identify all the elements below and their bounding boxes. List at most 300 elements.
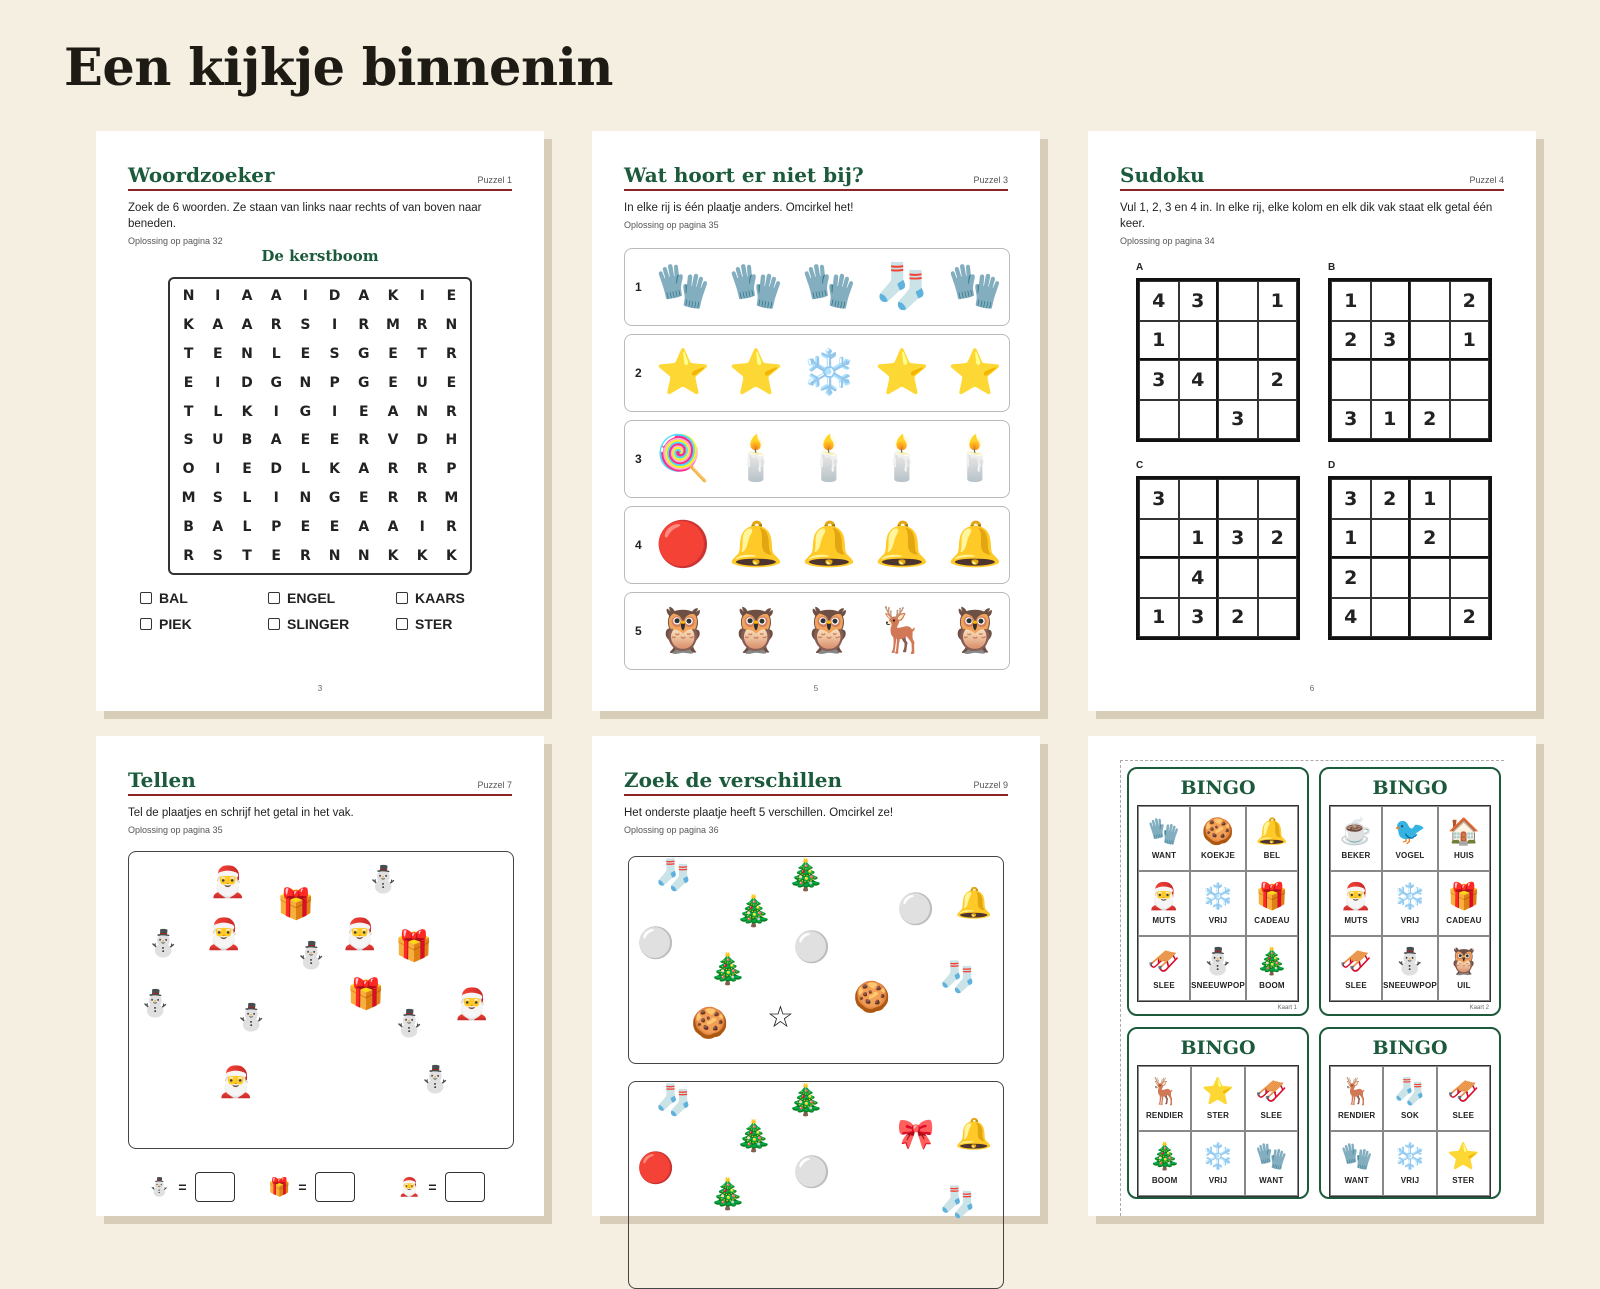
sudoku-cell <box>1258 558 1298 598</box>
bingo-cell <box>1383 1131 1436 1196</box>
equals-sign: = <box>178 1179 187 1195</box>
sudoku-cell <box>1410 281 1450 321</box>
gingerbread-icon: 🍪 <box>691 1007 729 1040</box>
grid-letter: L <box>242 489 252 506</box>
puzzle-number: Puzzel 1 <box>477 175 512 185</box>
picture-icon: 🧤 <box>801 262 857 311</box>
bingo-cell <box>1138 806 1190 871</box>
sudoku-grid <box>1328 476 1492 640</box>
sudoku-cell <box>1258 598 1298 638</box>
grid-letter: G <box>358 345 370 362</box>
ornament-icon: 🔴 <box>637 1152 675 1185</box>
odd-one-out-page <box>592 131 1040 711</box>
bingo-icon: 🦌 <box>1340 1076 1373 1106</box>
puzzle-number: Puzzel 3 <box>973 175 1008 185</box>
grid-letter: N <box>445 317 458 334</box>
instruction <box>128 805 512 838</box>
picture-icon: ⭐ <box>874 348 930 397</box>
solution-reference: Oplossing op pagina 32 <box>128 236 223 246</box>
snowman-icon: ⛄ <box>147 928 180 958</box>
bingo-icon: 🧦 <box>1393 1076 1427 1106</box>
bingo-cell <box>1382 936 1438 1001</box>
count-answer <box>148 1172 235 1202</box>
instruction <box>624 200 1008 233</box>
sudoku-cell <box>1371 598 1411 638</box>
grid-letter: B <box>241 432 253 449</box>
sudoku-cell <box>1218 558 1258 598</box>
sudoku-cell <box>1139 400 1179 440</box>
bingo-icon: ⛄ <box>1201 946 1235 976</box>
sudoku-cell <box>1410 558 1450 598</box>
picture-icon: 🕯️ <box>947 434 1003 483</box>
sudoku-cell: 3 <box>1139 360 1179 400</box>
grid-letter: I <box>331 403 338 420</box>
sudoku-cell <box>1139 558 1179 598</box>
row-number: 5 <box>635 624 642 638</box>
grid-letter: K <box>183 317 195 334</box>
bingo-icon: ☕ <box>1339 816 1373 846</box>
sudoku-cell: 4 <box>1179 360 1219 400</box>
grid-letter: K <box>387 547 399 564</box>
grid-letter: D <box>328 288 341 305</box>
sudoku-cell <box>1410 360 1450 400</box>
bingo-cell <box>1245 1066 1298 1131</box>
bingo-cell <box>1438 871 1490 936</box>
page-title: Zoek de verschillen <box>624 768 843 792</box>
grid-letter: K <box>241 403 253 420</box>
snowman-icon: ⛄ <box>393 1008 426 1038</box>
tree-icon: 🎄 <box>787 859 825 892</box>
sudoku-cell <box>1371 519 1411 559</box>
bingo-cell <box>1437 1066 1490 1131</box>
row-number: 1 <box>635 280 642 294</box>
bingo-icon: 🎄 <box>1255 946 1289 976</box>
picture-icon: 🍭 <box>655 434 711 483</box>
solution-reference: Oplossing op pagina 34 <box>1120 236 1215 246</box>
grid-letter: G <box>299 403 312 420</box>
count-answer <box>398 1172 485 1202</box>
grid-letter: E <box>300 518 311 535</box>
sudoku-cell: 2 <box>1331 558 1371 598</box>
grid-letter: R <box>416 461 428 478</box>
picture-row <box>624 420 1010 498</box>
grid-letter: E <box>329 432 340 449</box>
word-item: ENGEL <box>268 590 396 606</box>
sudoku-cell: 1 <box>1331 281 1371 321</box>
bingo-word: SLEE <box>1153 981 1175 990</box>
bingo-cell <box>1190 806 1246 871</box>
bingo-icon: 🎁 <box>1447 881 1481 911</box>
word-search-subtitle: De kerstboom <box>261 247 379 265</box>
sudoku-cell: 1 <box>1139 598 1179 638</box>
sudoku-cell <box>1218 360 1258 400</box>
page-title-bar <box>128 766 512 796</box>
solution-reference: Oplossing op pagina 36 <box>624 825 719 835</box>
difference-picture-bottom <box>628 1081 1004 1289</box>
sudoku-cell <box>1450 360 1490 400</box>
bingo-card <box>1319 767 1501 1016</box>
sudoku-cell: 1 <box>1331 519 1371 559</box>
picture-icon: 🕯️ <box>728 434 784 483</box>
sudoku-cell: 3 <box>1179 281 1219 321</box>
row-items <box>653 257 1005 317</box>
grid-letter: E <box>300 432 311 449</box>
bingo-cell <box>1330 1131 1383 1196</box>
bingo-cell <box>1382 806 1438 871</box>
bingo-title: BINGO <box>1180 777 1256 799</box>
bingo-word: VOGEL <box>1395 851 1425 860</box>
grid-letter: L <box>242 518 252 535</box>
grid-letter: S <box>183 432 194 449</box>
grid-letter: K <box>416 547 428 564</box>
gift-icon: 🎁 <box>268 1176 291 1197</box>
sudoku-cell: 2 <box>1410 519 1450 559</box>
tree-icon: 🎄 <box>735 895 773 928</box>
wreath-icon: 🎀 <box>897 1118 935 1151</box>
page-title-bar <box>624 161 1008 191</box>
sudoku-cell: 2 <box>1371 479 1411 519</box>
word-search-page <box>96 131 544 711</box>
grid-letter: R <box>358 432 370 449</box>
sudoku-cell <box>1179 479 1219 519</box>
picture-icon: 🧤 <box>655 262 711 311</box>
picture-icon: 🦉 <box>801 606 857 655</box>
grid-letter: U <box>416 374 428 391</box>
grid-letter: R <box>446 403 457 420</box>
word-item: STER <box>396 616 496 632</box>
grid-letter: H <box>445 432 458 449</box>
grid-letter: S <box>329 345 340 362</box>
page-title-bar <box>128 161 512 191</box>
grid-letter: N <box>182 288 195 305</box>
bingo-icon: 🧤 <box>1255 1141 1288 1171</box>
grid-letter: N <box>299 489 312 506</box>
bingo-word: SOK <box>1401 1111 1419 1120</box>
ornament-icon: ⚪ <box>793 931 831 964</box>
sudoku-label: D <box>1328 460 1336 471</box>
grid-letter: P <box>271 518 282 535</box>
instruction-text: Zoek de 6 woorden. Ze staan van links naar rechts of van boven naar beneden. <box>128 202 482 230</box>
page-headline: Een kijkje binnenin <box>64 38 613 98</box>
sudoku-cell: 1 <box>1179 519 1219 559</box>
page-title: Woordzoeker <box>128 163 275 187</box>
sudoku-cell <box>1218 321 1258 361</box>
bingo-cell <box>1191 1131 1244 1196</box>
sudoku-cell <box>1371 281 1411 321</box>
bingo-word: BEL <box>1263 851 1281 860</box>
bingo-icon: 🍪 <box>1201 816 1235 846</box>
row-items <box>653 343 1005 403</box>
sudoku-cell: 3 <box>1139 479 1179 519</box>
bingo-word: WANT <box>1344 1176 1369 1185</box>
bingo-icon: 🔔 <box>1255 816 1289 846</box>
bingo-icon: 🦌 <box>1148 1076 1181 1106</box>
bingo-word: BOOM <box>1259 981 1285 990</box>
sudoku-cell: 2 <box>1331 321 1371 361</box>
bingo-grid <box>1137 1065 1299 1197</box>
hat-icon: 🎅 <box>453 988 491 1021</box>
grid-letter: N <box>241 345 253 362</box>
grid-letter: R <box>446 345 457 362</box>
bingo-word: BEKER <box>1341 851 1371 860</box>
bingo-word: VRIJ <box>1208 916 1228 925</box>
picture-icon: 🦉 <box>655 606 711 655</box>
bingo-word: KOEKJE <box>1200 851 1236 860</box>
page-number: 6 <box>1309 684 1315 693</box>
grid-letter: A <box>358 518 370 535</box>
bingo-cell <box>1438 806 1490 871</box>
ornament-icon: ⚪ <box>793 1156 831 1189</box>
bingo-page <box>1088 736 1536 1216</box>
grid-letter: P <box>329 374 340 391</box>
sudoku-cell: 2 <box>1450 281 1490 321</box>
bingo-word: SLEE <box>1345 981 1367 990</box>
grid-letter: S <box>300 317 311 334</box>
bingo-word: SLEE <box>1452 1111 1475 1120</box>
answer-box <box>315 1172 355 1202</box>
gift-icon: 🎁 <box>277 888 315 921</box>
grid-letter: A <box>212 317 224 334</box>
bingo-icon: ❄️ <box>1393 1141 1427 1171</box>
bingo-word: WANT <box>1151 851 1177 860</box>
picture-icon: ⭐ <box>947 348 1003 397</box>
grid-letter: A <box>241 317 253 334</box>
grid-letter: G <box>358 374 370 391</box>
sudoku-cell <box>1258 321 1298 361</box>
puzzle-number: Puzzel 4 <box>1469 175 1504 185</box>
equals-sign: = <box>298 1179 307 1195</box>
picture-icon: ⭐ <box>655 348 711 397</box>
grid-letter: E <box>446 374 457 391</box>
grid-letter: R <box>270 317 282 334</box>
bingo-grid <box>1329 805 1491 1002</box>
bingo-cards <box>1120 760 1504 1216</box>
grid-letter: G <box>328 489 341 506</box>
bingo-cell <box>1382 871 1438 936</box>
page-number: 5 <box>813 684 819 693</box>
card-label: Kaart 2 <box>1469 1005 1489 1011</box>
sudoku-cell <box>1218 479 1258 519</box>
bingo-grid <box>1329 1065 1491 1197</box>
sudoku-cell: 2 <box>1218 598 1258 638</box>
sudoku-label: A <box>1136 262 1144 273</box>
instruction <box>624 805 1008 838</box>
bingo-icon: 🛷 <box>1255 1076 1288 1106</box>
sudoku-grid <box>1136 476 1300 640</box>
grid-letter: K <box>387 288 399 305</box>
grid-letter: T <box>183 345 194 362</box>
bingo-title: BINGO <box>1372 777 1448 799</box>
bell-icon: 🔔 <box>955 887 993 920</box>
sudoku-cell <box>1410 598 1450 638</box>
difference-picture-top <box>628 856 1004 1064</box>
tree-icon: 🎄 <box>709 953 747 986</box>
bingo-icon: ⭐ <box>1447 1141 1480 1171</box>
ornament-icon: ⚪ <box>637 927 675 960</box>
bingo-icon: 🛷 <box>1147 946 1181 976</box>
row-items <box>653 429 1005 489</box>
bingo-cell <box>1190 871 1246 936</box>
bingo-cell <box>1245 1131 1298 1196</box>
grid-letter: G <box>270 374 282 391</box>
grid-letter: E <box>359 403 369 420</box>
bingo-word: STER <box>1206 1111 1230 1120</box>
bingo-icon: 🎅 <box>1339 881 1373 911</box>
grid-letter: I <box>273 403 279 420</box>
sudoku-cell: 3 <box>1218 519 1258 559</box>
bingo-word: RENDIER <box>1337 1111 1376 1120</box>
sudoku-cell: 1 <box>1139 321 1179 361</box>
bingo-title: BINGO <box>1372 1037 1448 1059</box>
bingo-icon: 🎄 <box>1148 1141 1181 1171</box>
sudoku-label: B <box>1328 262 1336 273</box>
grid-letter: L <box>300 461 310 478</box>
instruction <box>1120 200 1504 249</box>
bingo-icon: ⭐ <box>1201 1076 1235 1106</box>
picture-icon: 🧦 <box>874 262 930 311</box>
sudoku-label: C <box>1136 460 1144 471</box>
bingo-icon: 🎅 <box>1147 881 1181 911</box>
bingo-cell <box>1191 1066 1244 1131</box>
sudoku-cell <box>1450 479 1490 519</box>
sudoku-cell <box>1179 400 1219 440</box>
grid-letter: M <box>181 489 196 506</box>
picture-row <box>624 592 1010 670</box>
sudoku-cell: 2 <box>1258 360 1298 400</box>
sudoku-cell: 1 <box>1258 281 1298 321</box>
sock-icon: 🧦 <box>655 859 693 892</box>
bingo-word: MUTS <box>1152 916 1176 925</box>
bingo-cell <box>1138 936 1190 1001</box>
picture-row <box>624 248 1010 326</box>
bingo-title: BINGO <box>1180 1037 1256 1059</box>
bingo-card <box>1127 767 1309 1016</box>
grid-letter: E <box>329 518 340 535</box>
picture-row <box>624 506 1010 584</box>
equals-sign: = <box>428 1179 437 1195</box>
hat-icon: 🎅 <box>217 1066 255 1099</box>
bingo-cell <box>1246 871 1298 936</box>
grid-letter: A <box>270 288 282 305</box>
grid-letter: R <box>387 489 399 506</box>
grid-letter: S <box>212 489 223 506</box>
sudoku-cell: 1 <box>1410 479 1450 519</box>
grid-letter: I <box>419 518 425 535</box>
sudoku-cell: 2 <box>1410 400 1450 440</box>
grid-letter: R <box>358 317 370 334</box>
snowman-icon: ⛄ <box>367 864 400 894</box>
answer-box <box>195 1172 235 1202</box>
bingo-word: CADEAU <box>1254 916 1290 925</box>
bingo-word: CADEAU <box>1446 916 1482 925</box>
picture-icon: 🦌 <box>874 606 930 655</box>
grid-letter: R <box>416 317 428 334</box>
grid-letter: L <box>213 403 223 420</box>
tree-icon: 🎄 <box>735 1120 773 1153</box>
grid-letter: I <box>302 288 308 305</box>
word-item: SLINGER <box>268 616 396 632</box>
grid-letter: A <box>241 288 253 305</box>
sudoku-cell: 2 <box>1450 598 1490 638</box>
bingo-word: SNEEUWPOP <box>1191 981 1245 990</box>
bingo-word: UIL <box>1457 981 1471 990</box>
grid-letter: I <box>215 374 221 391</box>
word-item: KAARS <box>396 590 496 606</box>
grid-letter: D <box>241 374 253 391</box>
bingo-card <box>1319 1027 1501 1199</box>
picture-icon: 🔴 <box>655 520 711 569</box>
bingo-cell <box>1190 936 1246 1001</box>
picture-icon: 🧤 <box>947 262 1003 311</box>
grid-letter: N <box>357 547 370 564</box>
page-number: 3 <box>317 684 323 693</box>
picture-icon: 🔔 <box>874 520 930 569</box>
grid-letter: M <box>444 489 459 506</box>
bingo-cell <box>1138 1131 1191 1196</box>
sudoku-cell <box>1371 360 1411 400</box>
differences-page <box>592 736 1040 1219</box>
grid-letter: R <box>446 518 457 535</box>
instruction-text: Tel de plaatjes en schrijf het getal in het vak. <box>128 807 354 819</box>
sock-icon: 🧦 <box>939 961 977 994</box>
instruction-text: Vul 1, 2, 3 en 4 in. In elke rij, elke kolom en elk dik vak staat elk getal één keer. <box>1120 202 1493 230</box>
grid-letter: T <box>242 547 252 564</box>
sudoku-cell: 3 <box>1331 400 1371 440</box>
grid-letter: D <box>270 461 282 478</box>
bingo-word: VRIJ <box>1400 1176 1420 1185</box>
grid-letter: O <box>182 461 195 478</box>
sudoku-cell: 4 <box>1331 598 1371 638</box>
sudoku-cell: 3 <box>1218 400 1258 440</box>
bingo-icon: ⛄ <box>1393 946 1427 976</box>
picture-icon: 🕯️ <box>801 434 857 483</box>
grid-letter: N <box>328 547 341 564</box>
row-number: 4 <box>635 538 642 552</box>
grid-letter: E <box>388 374 398 391</box>
bingo-word: MUTS <box>1344 916 1368 925</box>
bingo-card <box>1127 1027 1309 1199</box>
grid-letter: I <box>215 288 221 305</box>
row-number: 3 <box>635 452 642 466</box>
card-label: Kaart 1 <box>1277 1005 1297 1011</box>
grid-letter: E <box>388 345 398 362</box>
grid-letter: E <box>242 461 252 478</box>
bingo-cell <box>1138 1066 1191 1131</box>
snowman-icon: ⛄ <box>148 1176 171 1197</box>
grid-letter: R <box>387 461 399 478</box>
bingo-cell <box>1330 806 1382 871</box>
bingo-icon: 🎁 <box>1255 881 1289 911</box>
solution-reference: Oplossing op pagina 35 <box>128 825 223 835</box>
bingo-icon: ❄️ <box>1393 881 1427 911</box>
bingo-word: SLEE <box>1260 1111 1283 1120</box>
instruction <box>128 200 512 249</box>
bingo-icon: 🧤 <box>1147 816 1181 846</box>
bingo-word: VRIJ <box>1400 916 1420 925</box>
bingo-icon: ❄️ <box>1201 881 1235 911</box>
page-title-bar <box>624 766 1008 796</box>
picture-icon: 🔔 <box>801 520 857 569</box>
ornament-icon: ⚪ <box>897 893 935 926</box>
sudoku-cell: 3 <box>1371 321 1411 361</box>
row-number: 2 <box>635 366 642 380</box>
grid-letter: A <box>270 432 282 449</box>
bingo-cell <box>1437 1131 1490 1196</box>
bingo-word: WANT <box>1259 1176 1284 1185</box>
row-items <box>653 515 1005 575</box>
sudoku-cell: 1 <box>1450 321 1490 361</box>
grid-letter: E <box>446 288 457 305</box>
